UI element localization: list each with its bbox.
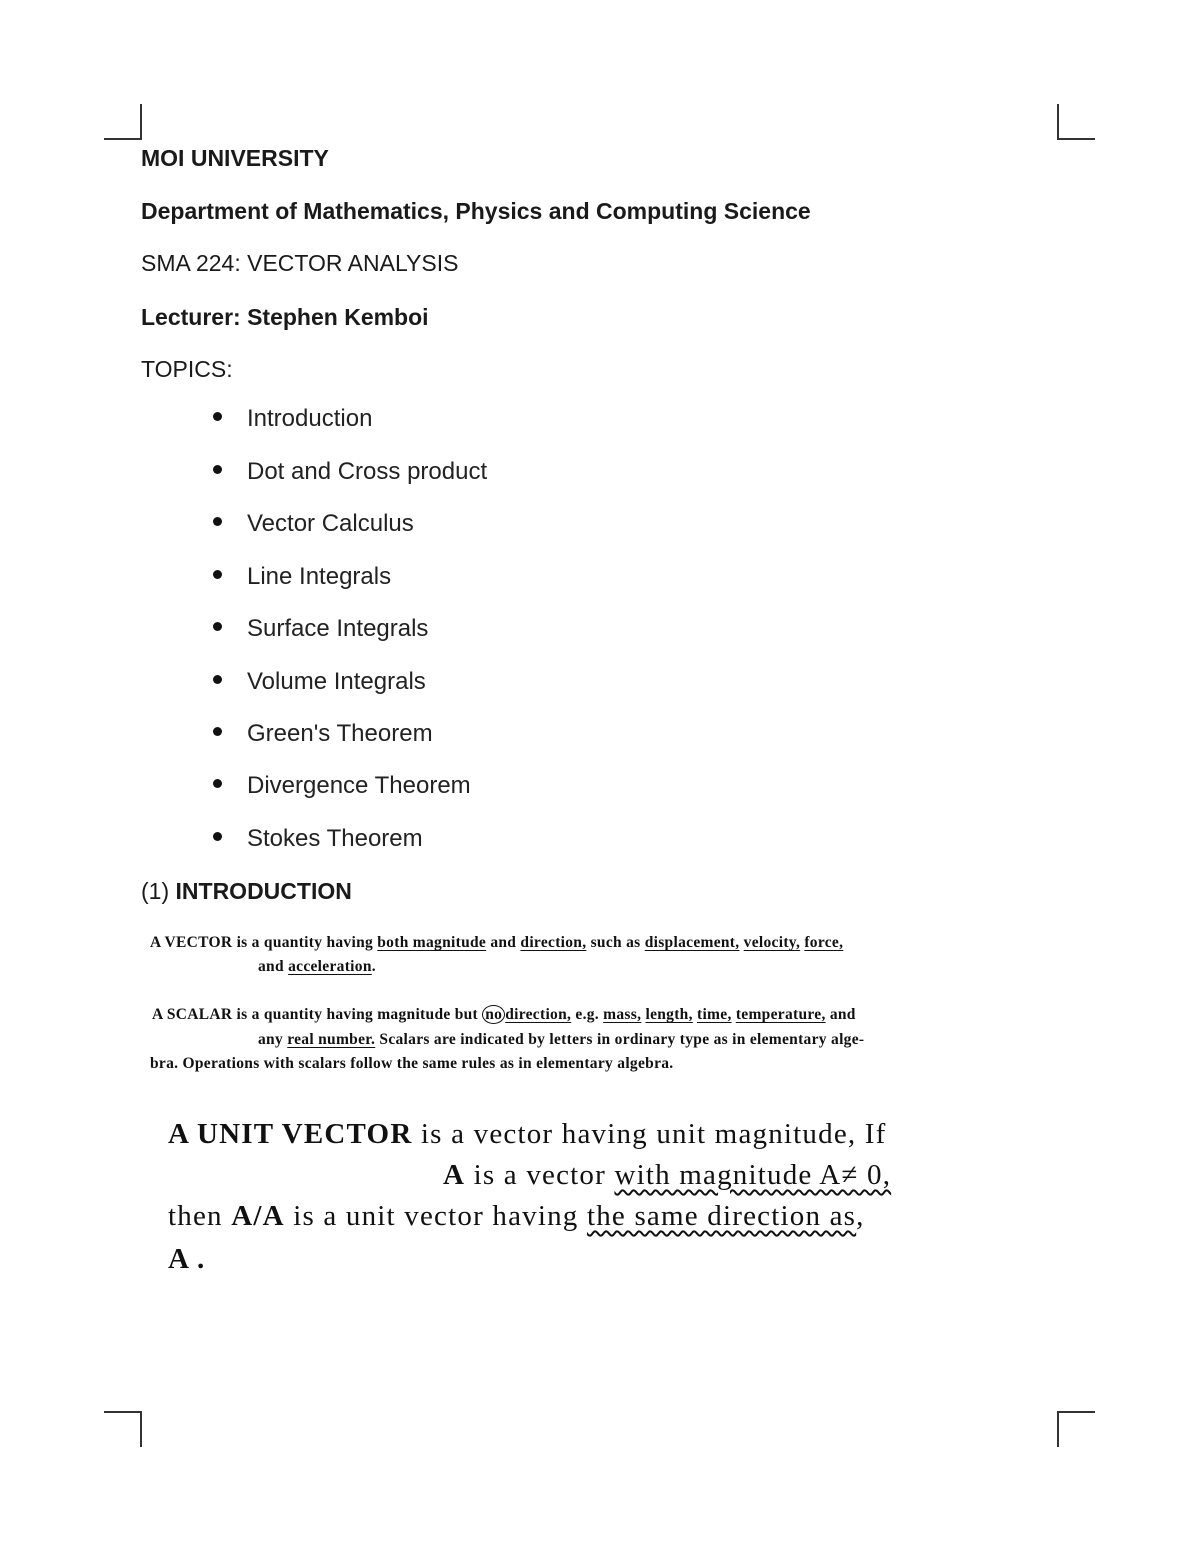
crop-mark-bottom-left-v xyxy=(140,1411,142,1447)
text: and xyxy=(490,934,517,951)
text: A xyxy=(443,1159,466,1191)
vector-term: A VECTOR xyxy=(150,934,233,951)
text: is a quantity having magnitude but xyxy=(236,1006,479,1023)
list-item: Divergence Theorem xyxy=(213,772,471,800)
highlight: mass, xyxy=(603,1006,642,1023)
highlight: velocity, xyxy=(743,934,801,951)
highlight: real number. xyxy=(287,1031,376,1048)
topics-label: TOPICS: xyxy=(141,356,233,382)
university-name: MOI UNIVERSITY xyxy=(141,145,329,171)
crop-mark-bottom-right-v xyxy=(1057,1411,1059,1447)
list-item: Introduction xyxy=(213,405,372,433)
vector-definition-line2 xyxy=(258,958,376,976)
text: any xyxy=(258,1031,284,1048)
highlight: displacement, xyxy=(644,934,740,951)
bullet-icon xyxy=(213,465,222,474)
unit-vector-definition-line2 xyxy=(443,1159,891,1192)
crop-mark-bottom-right-h xyxy=(1057,1411,1095,1413)
section-title: INTRODUCTION xyxy=(175,878,352,904)
text: is a vector xyxy=(473,1159,606,1191)
text: and xyxy=(258,958,284,975)
crop-mark-top-left-v xyxy=(140,104,142,140)
bullet-icon xyxy=(213,727,222,736)
text: A . xyxy=(168,1243,206,1275)
bullet-icon xyxy=(213,517,222,526)
list-item: Surface Integrals xyxy=(213,615,428,643)
unit-vector-definition-line1 xyxy=(168,1118,887,1151)
list-item: Line Integrals xyxy=(213,563,391,591)
highlight: direction, xyxy=(505,1006,572,1023)
list-item: Vector Calculus xyxy=(213,510,414,538)
text: is a unit vector having xyxy=(293,1200,579,1232)
bullet-icon xyxy=(213,675,222,684)
circled-word: no xyxy=(482,1005,505,1024)
list-item: Green's Theorem xyxy=(213,720,433,748)
highlight: acceleration xyxy=(288,958,372,975)
highlight: length, xyxy=(645,1006,693,1023)
highlight: force, xyxy=(804,934,844,951)
section-heading xyxy=(141,878,352,905)
text: then xyxy=(168,1200,223,1232)
unit-vector-term: A UNIT VECTOR xyxy=(168,1118,413,1150)
bullet-icon xyxy=(213,570,222,579)
text: is a quantity having xyxy=(236,934,374,951)
section-number: (1) xyxy=(141,878,170,904)
scalar-term: A SCALAR xyxy=(152,1006,233,1023)
text: bra. Operations with scalars follow the same rules as in elementary algebra. xyxy=(150,1055,674,1072)
list-item: Volume Integrals xyxy=(213,668,426,696)
crop-mark-top-right-h xyxy=(1057,138,1095,140)
list-item: Stokes Theorem xyxy=(213,825,423,853)
department-name: Department of Mathematics, Physics and Computing Science xyxy=(141,198,811,224)
course-title: SMA 224: VECTOR ANALYSIS xyxy=(141,250,459,276)
scalar-definition-line2 xyxy=(258,1031,864,1049)
text: . xyxy=(371,958,376,975)
highlight: both magnitude xyxy=(377,934,487,951)
highlight: with magnitude A≠ 0, xyxy=(614,1159,892,1191)
highlight: temperature, xyxy=(735,1006,826,1023)
text: e.g. xyxy=(575,1006,599,1023)
highlight: direction, xyxy=(520,934,587,951)
unit-vector-definition-line3 xyxy=(168,1200,865,1233)
list-item: Dot and Cross product xyxy=(213,458,487,486)
text: A/A xyxy=(231,1200,285,1232)
highlight: the same direction as xyxy=(586,1200,857,1232)
text: such as xyxy=(590,934,641,951)
text: Scalars are indicated by letters in ordinary type as in elementary alge- xyxy=(379,1031,865,1048)
crop-mark-top-right-v xyxy=(1057,104,1059,140)
crop-mark-bottom-left-h xyxy=(104,1411,142,1413)
lecturer-name: Lecturer: Stephen Kemboi xyxy=(141,304,429,330)
text: is a vector having unit magnitude, If xyxy=(420,1118,887,1150)
bullet-icon xyxy=(213,622,222,631)
text: , xyxy=(856,1200,865,1232)
highlight: time, xyxy=(696,1006,732,1023)
text: and xyxy=(829,1006,856,1023)
bullet-icon xyxy=(213,832,222,841)
crop-mark-top-left-h xyxy=(104,138,142,140)
bullet-icon xyxy=(213,412,222,421)
vector-definition-line1 xyxy=(150,934,843,952)
scalar-definition-line3 xyxy=(150,1055,673,1073)
unit-vector-definition-line4 xyxy=(168,1243,205,1276)
scalar-definition-line1 xyxy=(152,1006,856,1024)
bullet-icon xyxy=(213,779,222,788)
